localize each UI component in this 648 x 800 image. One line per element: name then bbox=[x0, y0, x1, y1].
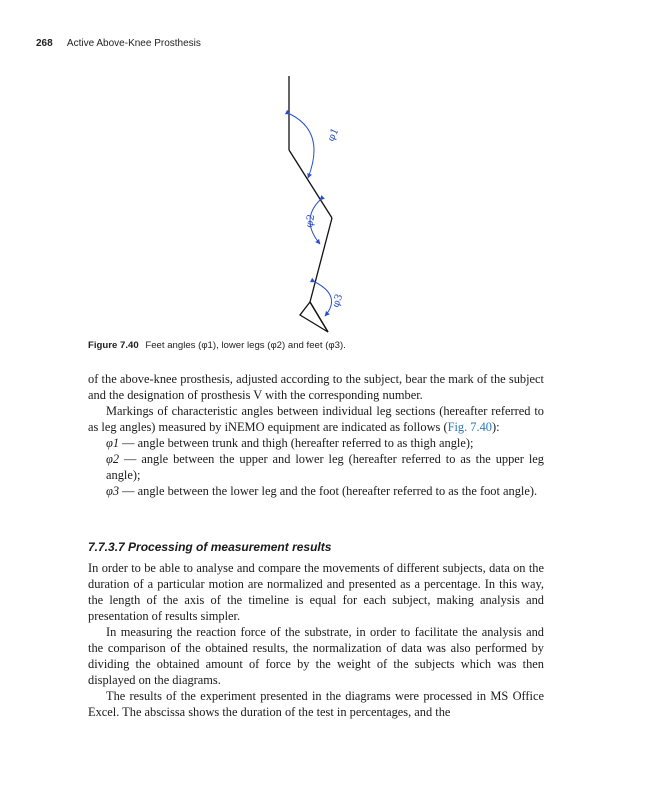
paragraph-2 bbox=[88, 403, 544, 435]
paragraph-2-text-a: Markings of characteristic angles between individual leg sections (hereafter referred to as leg angles) measured by iNEMO equipment are indicated as follows ( bbox=[88, 404, 544, 434]
foot-ground-line bbox=[310, 302, 328, 332]
definition-phi2 bbox=[88, 451, 544, 483]
paragraph-3: In order to be able to analyse and compare the movements of different subjects, data on the duration of a particular motion are normalized and presented as a percentage. In this way, the length of the axis of the timeline is equal for each subject, making analysis and presentation of results simpler. bbox=[88, 561, 544, 623]
paragraph-5: The results of the experiment presented in the diagrams were processed in MS Office Excel. The abscissa shows the duration of the test in percentages, and the bbox=[88, 689, 544, 719]
paragraph-2-text-b: ): bbox=[492, 420, 500, 434]
definition-phi2-text: — angle between the upper and lower leg (hereafter referred to as the upper leg angle); bbox=[106, 452, 544, 482]
running-header bbox=[36, 38, 201, 49]
foot-outline bbox=[300, 302, 328, 332]
angle-arc-3 bbox=[315, 282, 332, 316]
angle-label-3: φ3 bbox=[330, 292, 346, 310]
definition-phi3-text: — angle between the lower leg and the foot (hereafter referred to as the foot angle). bbox=[119, 484, 538, 498]
body-block-2 bbox=[88, 560, 544, 720]
definition-phi3 bbox=[88, 483, 544, 499]
figure-caption bbox=[88, 340, 346, 351]
definition-phi1 bbox=[88, 435, 544, 451]
symbol-phi2: φ2 bbox=[106, 452, 120, 466]
angle-label-1: φ1 bbox=[325, 126, 342, 144]
symbol-phi3: φ3 bbox=[106, 484, 120, 498]
symbol-phi1: φ1 bbox=[106, 436, 120, 450]
leg-angle-figure bbox=[230, 70, 390, 336]
angle-arc-1 bbox=[290, 114, 314, 178]
leg-skeleton bbox=[289, 76, 332, 332]
page-number: 268 bbox=[36, 38, 53, 49]
caption-text: Feet angles (φ1), lower legs (φ2) and feet (φ3). bbox=[145, 340, 346, 351]
running-title: Active Above-Knee Prosthesis bbox=[66, 38, 201, 49]
paragraph-4: In measuring the reaction force of the substrate, in order to facilitate the analysis and the comparison of the obtained results, the normalization of data was also performed by dividing the obtained amount of force by the weight of the subjects which was then displayed on the diagrams. bbox=[88, 625, 544, 687]
caption-label: Figure 7.40 bbox=[88, 340, 139, 351]
lower-leg-line bbox=[310, 218, 332, 302]
section-heading: 7.7.3.7 Processing of measurement results bbox=[88, 540, 332, 554]
thigh-line bbox=[289, 150, 332, 218]
paragraph-1: of the above-knee prosthesis, adjusted according to the subject, bear the mark of the subject and the designation of prosthesis V with the corresponding number. bbox=[88, 372, 544, 402]
figure-link[interactable]: Fig. 7.40 bbox=[447, 420, 492, 434]
angle-label-2: φ2 bbox=[304, 213, 318, 229]
definition-phi1-text: — angle between trunk and thigh (hereafter referred to as thigh angle); bbox=[119, 436, 474, 450]
body-block-1 bbox=[88, 371, 544, 499]
